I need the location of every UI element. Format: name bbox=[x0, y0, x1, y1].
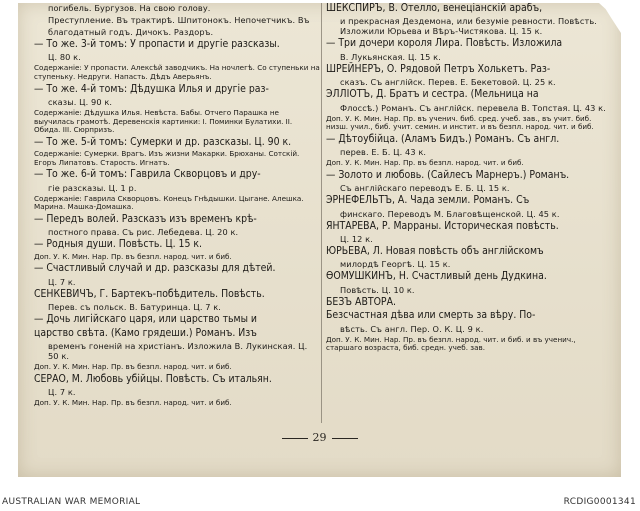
catalog-entry-text: сказы. Ц. 90 к. bbox=[48, 97, 113, 107]
catalog-entry-heading: — Передъ волей. Разсказъ изъ временъ крѣ- bbox=[34, 212, 257, 225]
left-column bbox=[34, 3, 320, 443]
catalog-entry-text: постного права. Съ рис. Лебедева. Ц. 20 к. bbox=[48, 227, 239, 238]
catalog-entry-heading: — То же. 3-й томъ: У пропасти и другіе разсказы. bbox=[34, 38, 280, 50]
catalog-entry-note: Доп. У. К. Мин. Нар. Пр. въ ученич. биб. сред. учеб. зав., въ учит. биб. низш. учил., биб. учит. семин. и инстит. и въ безпл. народ. чит. и биб. bbox=[326, 113, 594, 132]
catalog-entry-text: Преступление. Въ трактирѣ. Шпитонокъ. Непочетчикъ. Въ bbox=[48, 15, 310, 25]
catalog-entry-text: финскаго. Переводъ М. Благовѣщенской. Ц. 45 к. bbox=[340, 208, 560, 219]
page-number bbox=[18, 431, 621, 444]
catalog-entry-text: Ц. 12 к. bbox=[340, 234, 373, 245]
catalog-entry-note: Содержаніе: Гаврила Скворцовъ. Конецъ Гнѣдышки. Цыгане. Алешка. Марина. Машка-Домашка. bbox=[34, 193, 304, 212]
catalog-entry-note: Доп. У. К. Мин. Нар. Пр. въ безпл. народ. чит. и биб. и въ ученич., старшаго возраста, биб. средн. учеб. зав. bbox=[326, 334, 576, 353]
catalog-entry-text: и прекрасная Дездемона, или безуміе ревности. Повѣсть. Изложили Юрьева и Вѣръ-Чистякова. Ц. 15 к. bbox=[340, 16, 597, 37]
catalog-entry-heading: — Счастливый случай и др. разсказы для дѣтей. bbox=[34, 262, 276, 275]
footer-archive-name: AUSTRALIAN WAR MEMORIAL bbox=[2, 497, 141, 507]
catalog-entry-heading: Безсчастная дѣва или смерть за вѣру. По- bbox=[326, 309, 536, 322]
catalog-entry-text: Съ англійскаго переводъ Е. Б. Ц. 15 к. bbox=[340, 183, 510, 194]
document-page bbox=[18, 3, 621, 477]
catalog-entry-text: В. Лукьянская. Ц. 15 к. bbox=[340, 51, 441, 62]
catalog-entry-heading: — Родныя души. Повѣсть. Ц. 15 к. bbox=[34, 238, 203, 251]
catalog-entry-heading: — Золото и любовь. (Сайлесъ Марнеръ.) Романъ. bbox=[326, 168, 570, 181]
catalog-entry-text: вѣсть. Съ англ. Пер. О. К. Ц. 9 к. bbox=[340, 323, 484, 334]
catalog-entry-heading: — То же. 4-й томъ: Дѣдушка Илья и другіе раз- bbox=[34, 82, 269, 95]
catalog-entry-heading: — То же. 5-й томъ: Сумерки и др. разсказы. Ц. 90 к. bbox=[34, 135, 292, 148]
catalog-entry-heading: — Три дочери короля Лира. Повѣсть. Изложила bbox=[326, 37, 563, 50]
right-column bbox=[326, 3, 606, 443]
catalog-entry-heading: — То же. 6-й томъ: Гаврила Скворцовъ и дру- bbox=[34, 168, 261, 181]
catalog-entry-heading: царство свѣта. (Камо грядеши.) Романъ. Изъ bbox=[34, 326, 257, 339]
catalog-entry-text: Ц. 7 к. bbox=[48, 276, 76, 287]
catalog-entry-heading: ЭЛЛІОТЪ, Д. Братъ и сестра. (Мельница на bbox=[326, 88, 539, 101]
catalog-entry-text: погибель. Бургузов. На свою голову. bbox=[48, 3, 211, 13]
catalog-entry-heading: ЮРЬЕВА, Л. Новая повѣсть объ англійскомъ bbox=[326, 245, 544, 258]
catalog-entry-text: сказъ. Съ англійск. Перев. Е. Бекетовой. Ц. 25 к. bbox=[340, 77, 556, 88]
catalog-entry-heading: СЕРАО, М. Любовь убійцы. Повѣсть. Съ итальян. bbox=[34, 372, 272, 385]
footer-document-id: RCDIG0001341 bbox=[563, 497, 636, 507]
catalog-entry-heading: ѲОМУШКИНЪ, Н. Счастливый день Дудкина. bbox=[326, 270, 547, 283]
catalog-entry-text: перев. Е. Б. Ц. 43 к. bbox=[340, 147, 427, 158]
catalog-entry-heading: ЭРНЕФЕЛЬТЪ, А. Чада земли. Романъ. Съ bbox=[326, 194, 530, 207]
catalog-entry-note: Содержаніе: У пропасти. Алексѣй заводчикъ. На ночлегѣ. Со ступеньки на ступеньку. Недруги. Напасть. Дѣдъ Аверьянъ. bbox=[34, 63, 320, 81]
catalog-entry-text: Перев. съ польск. В. Батуринца. Ц. 7 к. bbox=[48, 302, 221, 313]
catalog-entry-note: Доп. У. К. Мин. Нар. Пр. въ безпл. народ. чит. и биб. bbox=[34, 362, 232, 371]
catalog-entry-note: Доп. У. К. Мин. Нар. Пр. въ безпл. народ. чит. и биб. bbox=[34, 251, 232, 261]
catalog-entry-note: Содержаніе: Сумерки. Врагъ. Изъ жизни Макарки. Брюханы. Сотскій. Егоръ Липатовъ. Старость. Игнатъ. bbox=[34, 149, 300, 167]
catalog-entry-heading: БЕЗЪ АВТОРА. bbox=[326, 295, 396, 308]
catalog-entry-heading: ШЕКСПИРЪ, В. Отелло, венеціанскій арабъ, bbox=[326, 3, 543, 14]
column-divider bbox=[321, 3, 322, 423]
catalog-entry-heading: ЯНТАРЕВА, Р. Марраны. Историческая повѣсть. bbox=[326, 219, 559, 232]
catalog-entry-heading: — Дочь лигійскаго царя, или царство тьмы и bbox=[34, 313, 257, 326]
catalog-entry-text: временъ гоненій на христіанъ. Изложила В. Лукинская. Ц. 50 к. bbox=[48, 341, 308, 361]
catalog-entry-note: Содержаніе: Дѣдушка Илья. Невѣста. Бабы. Отчего Парашка не выучилась грамотѣ. Деревенскія картинки: І. Поминки Булатихи. ІІ. Обида. ІІІ. Сюрпризъ. bbox=[34, 108, 293, 135]
catalog-entry-text: Ц. 7 к. bbox=[48, 387, 76, 397]
catalog-entry-text: благодатный годъ. Дичокъ. Раздоръ. bbox=[48, 27, 214, 37]
catalog-entry-text: Повѣсть. Ц. 10 к. bbox=[340, 284, 415, 295]
catalog-entry-note: Доп. У. К. Мин. Нар. Пр. въ безпл. народ. чит. и биб. bbox=[34, 398, 232, 407]
catalog-entry-text: милордѣ Георгѣ. Ц. 15 к. bbox=[340, 259, 451, 270]
catalog-entry-text: Флоссѣ.) Романъ. Съ англійск. перевела В. Топстая. Ц. 43 к. bbox=[340, 102, 606, 113]
catalog-entry-heading: — Дѣтоубійца. (Аламъ Бидъ.) Романъ. Съ англ. bbox=[326, 132, 560, 145]
catalog-entry-heading: СЕНКЕВИЧЪ, Г. Бартекъ-побѣдитель. Повѣсть. bbox=[34, 287, 265, 300]
catalog-entry-heading: ШРЕЙНЕРЪ, О. Рядовой Петръ Холькетъ. Раз- bbox=[326, 62, 551, 75]
catalog-entry-text: гіе разсказы. Ц. 1 р. bbox=[48, 182, 137, 193]
page-number-text: 29 bbox=[312, 431, 327, 444]
catalog-entry-text: Ц. 80 к. bbox=[48, 52, 81, 63]
catalog-entry-note: Доп. У. К. Мин. Нар. Пр. въ безпл. народ. чит. и биб. bbox=[326, 158, 524, 168]
